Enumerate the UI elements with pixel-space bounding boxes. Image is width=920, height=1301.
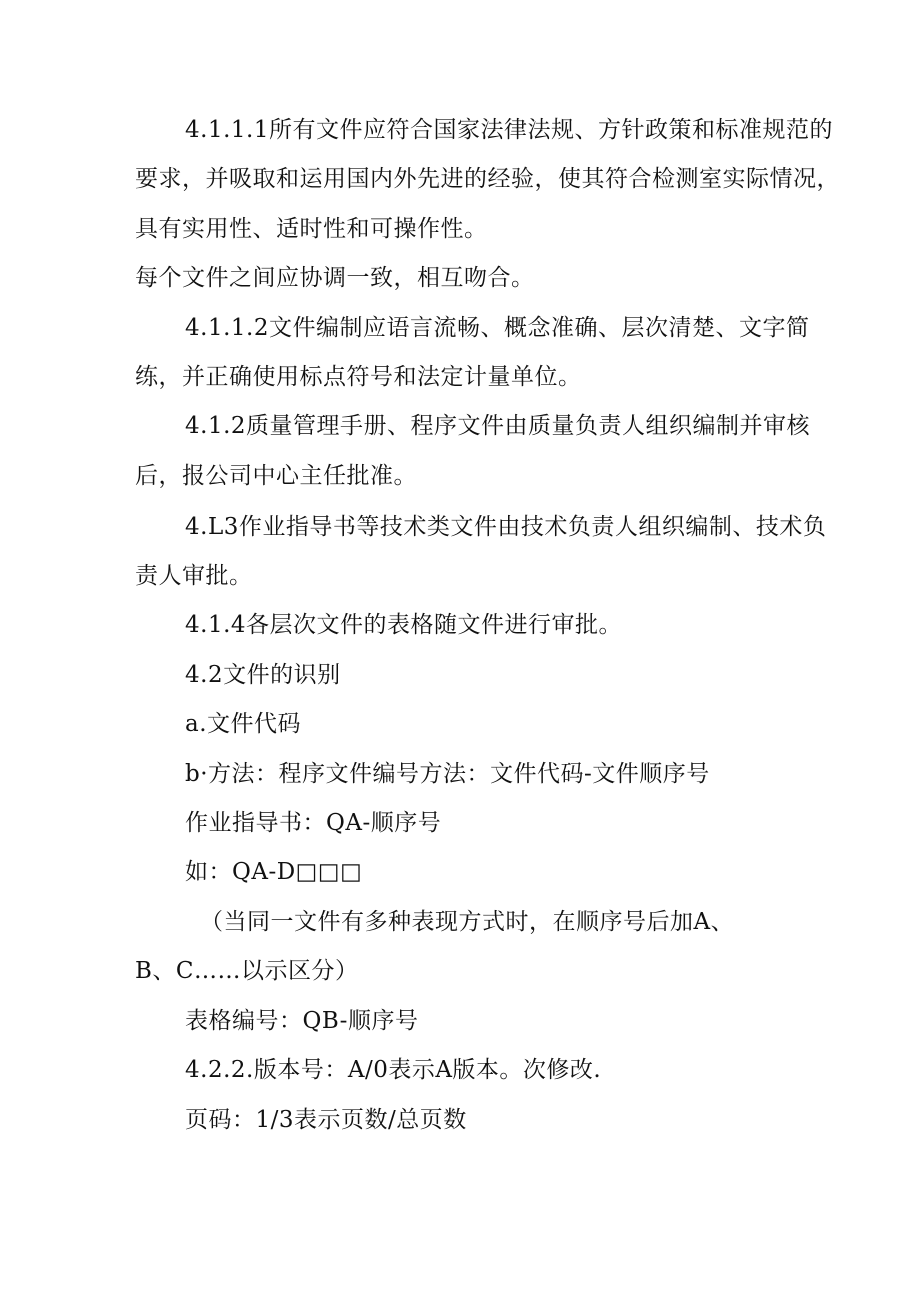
paragraph-4-1-2-line-1: 4.1.2质量管理手册、程序文件由质量负责人组织编制并审核 xyxy=(185,413,811,439)
note-line-1: （当同一文件有多种表现方式时，在顺序号后加A、 xyxy=(200,909,735,935)
paragraph-4-1-1-1-line-2: 要求，并吸取和运用国内外先进的经验，使其符合检测室实际情况， xyxy=(135,166,840,192)
paragraph-4-1-1-1-line-1: 4.1.1.1所有文件应符合国家法律法规、方针政策和标准规范的 xyxy=(185,117,833,143)
work-instruction-code: 作业指导书：QA-顺序号 xyxy=(185,810,442,836)
paragraph-4-1-3-line-1: 4.L3作业指导书等技术类文件由技术负责人组织编制、技术负 xyxy=(185,514,827,540)
paragraph-coordination: 每个文件之间应协调一致，相互吻合。 xyxy=(135,265,535,291)
paragraph-4-1-4: 4.1.4各层次文件的表格随文件进行审批。 xyxy=(185,612,623,638)
paragraph-4-1-1-2-line-1: 4.1.1.2文件编制应语言流畅、概念准确、层次清楚、文字简 xyxy=(185,315,810,341)
heading-4-2: 4.2文件的识别 xyxy=(185,662,341,688)
paragraph-4-1-2-line-2: 后，报公司中心主任批准。 xyxy=(135,463,417,489)
page-number-rule: 页码：1/3表示页数/总页数 xyxy=(185,1107,467,1133)
version-number: 4.2.2.版本号：A/0表示A版本。次修改. xyxy=(185,1057,602,1083)
item-b-method: b·方法：程序文件编号方法：文件代码-文件顺序号 xyxy=(185,761,710,787)
item-a-file-code: a.文件代码 xyxy=(185,711,302,737)
paragraph-4-1-3-line-2: 责人审批。 xyxy=(135,563,253,589)
note-line-2: B、C……以示区分） xyxy=(135,958,359,984)
code-example: 如：QA-D□□□ xyxy=(185,859,363,885)
paragraph-4-1-1-2-line-2: 练，并正确使用标点符号和法定计量单位。 xyxy=(135,364,582,390)
form-number: 表格编号：QB-顺序号 xyxy=(185,1008,419,1034)
paragraph-4-1-1-1-line-3: 具有实用性、适时性和可操作性。 xyxy=(135,216,488,242)
